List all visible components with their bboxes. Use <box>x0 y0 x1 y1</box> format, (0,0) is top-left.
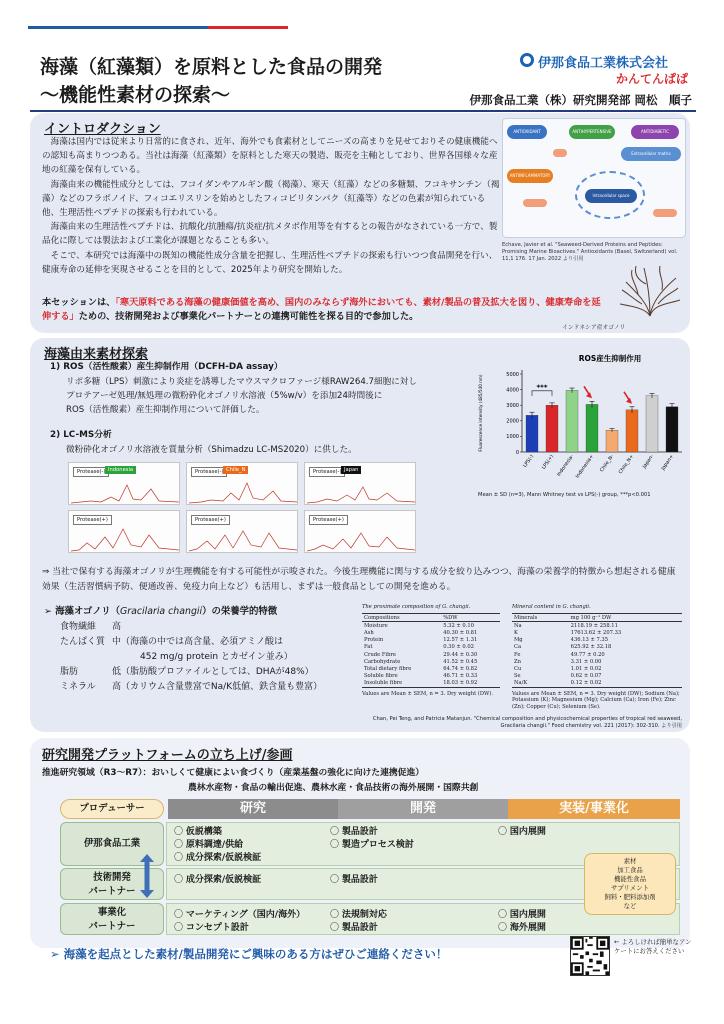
spectrum-label: Protease(+) <box>191 515 230 525</box>
spectrum-trace <box>71 523 179 553</box>
table-cell: 436.13 ± 7.35 <box>570 637 609 644</box>
bar <box>526 415 538 452</box>
bar <box>546 405 558 452</box>
nutrition-row <box>60 665 322 680</box>
rnd-item: 〇 国内展開 <box>498 907 546 920</box>
callout-line: 加工食品 <box>617 866 643 874</box>
table-cell: Protein <box>364 637 384 644</box>
table-row <box>362 622 500 630</box>
peptide-icon <box>523 199 547 207</box>
significance-marker: *** <box>536 383 548 392</box>
table-cell: Crude Fibre <box>364 651 396 658</box>
y-tick-label: 5000 <box>506 371 519 378</box>
table-cell: 12.57 ± 1.31 <box>443 637 478 644</box>
table-cell: 0.62 ± 0.07 <box>570 673 602 680</box>
ros-body: ROS（活性酸素）産生抑制作用について評価した。 <box>66 405 265 415</box>
ros-title: 1) ROS（活性酸素）産生抑制作用（DCFH-DA assay） <box>50 362 283 372</box>
table-row <box>362 644 500 651</box>
table-cell: Ca <box>514 644 522 651</box>
ros-body: リポ多糖（LPS）刺激により炎症を誘導したマウスマクロファージ様RAW264.7細胞に対し <box>66 377 417 387</box>
nutrition-heading-prefix: ➢ 海藻オゴノリ（ <box>44 606 120 617</box>
session-statement <box>42 296 602 324</box>
table-cell: 5.32 ± 0.10 <box>443 622 474 629</box>
rnd-item: 〇 原料調達/供給 <box>174 837 243 850</box>
x-tick-label: Indonesia+ <box>575 454 596 480</box>
table-cell: 0.30 ± 0.02 <box>443 644 474 651</box>
bar <box>586 404 598 452</box>
table-cell: 18.03 ± 0.92 <box>443 680 478 687</box>
table-cell: 64.74 ± 0.82 <box>443 665 478 672</box>
rnd-item: 〇 製品設計 <box>330 872 378 885</box>
poster-subtitle: ～機能性素材の探索～ <box>40 84 231 106</box>
rnd-heading: 研究開発プラットフォームの立ち上げ/参画 <box>42 748 293 763</box>
callout-line: 素材 <box>623 857 637 865</box>
table-row <box>512 637 682 644</box>
rnd-item: 〇 成分探索/仮説検証 <box>174 850 261 863</box>
table-caption: The proximate composition of G. changii. <box>362 604 471 610</box>
nutrition-heading-suffix: ）の栄養学的特徴 <box>202 606 278 617</box>
table-footnote: Values are Mean ± SEM, n = 3. Dry weight (DW). <box>362 690 493 697</box>
spectrum-label: Protease(+) <box>309 515 348 525</box>
ros-body: プロテアーゼ処理/無処理の微粉砕化オゴノリ水溶液（5%w/v）を添加24時間後に <box>66 391 383 401</box>
nutrition-heading <box>44 603 277 617</box>
table-row <box>512 665 682 672</box>
spectrum-panel <box>304 462 416 505</box>
spectrum-trace <box>307 475 415 505</box>
x-tick-label: Chile_N+ <box>618 454 636 476</box>
spectrum-label: Protease(-) <box>191 467 227 477</box>
lcms-title: 2) LC-MS分析 <box>50 430 112 440</box>
table-cell: Carbohydrate <box>364 658 401 665</box>
table-cell: 41.52 ± 0.45 <box>443 658 478 665</box>
x-tick-label: Indonesia- <box>556 454 576 478</box>
table-header: Compositions <box>364 614 400 621</box>
peptide-figure <box>502 118 686 238</box>
table-row <box>512 651 682 658</box>
figure-label: ANTIHYPERTENSIVE <box>569 125 615 139</box>
bar <box>566 390 578 452</box>
poster-title: 海藻（紅藻類）を原料とした食品の開発 <box>40 56 383 78</box>
rnd-item: 〇 成分探索/仮説検証 <box>174 872 261 885</box>
table-cell: Fe <box>514 651 521 658</box>
table-cell: 1.01 ± 0.02 <box>570 665 602 672</box>
figure-label: ANTIINFLAMMATORY <box>507 169 553 183</box>
origin-tag: Japan <box>341 466 361 474</box>
table-caption: Mineral content in G. changii. <box>512 604 591 610</box>
rnd-item: 〇 製造プロセス検討 <box>330 837 414 850</box>
rnd-item: 〇 製品設計 <box>330 824 378 837</box>
table-header: mg 100 g⁻¹ DW <box>570 614 612 621</box>
table-row <box>362 673 500 680</box>
nutrition-row <box>60 620 322 635</box>
photo-caption: インドネシア産オゴノリ <box>562 325 626 331</box>
y-tick-label: 1000 <box>506 434 519 441</box>
table-row <box>362 651 500 658</box>
phase-development: 開発 <box>338 799 508 819</box>
nutrition-list <box>60 620 322 695</box>
nutrition-value: 高 <box>112 622 122 632</box>
table-row <box>362 665 500 672</box>
table-header: %DW <box>443 614 458 621</box>
table-header: Minerals <box>514 614 538 621</box>
table-cell: 17613.62 ± 207.33 <box>570 629 622 636</box>
bar <box>666 407 678 452</box>
rnd-area: 農林水産物・食品の輸出促進、農林水産・食品技術の海外展開・国際共創 <box>188 783 479 793</box>
table-cell: Fat <box>364 644 373 651</box>
significance-bracket <box>532 391 552 396</box>
reference-citation: Chan, Pei Teng, and Patricia Matanjun. "Chemical composition and physicochemical properties of tropical red seaweed, Gracilaria changii." Food chemistry vol. 221 (2017): 302-310. より引用 <box>372 716 682 729</box>
row-label-ina: 伊那食品工業 <box>60 822 164 866</box>
y-tick-label: 4000 <box>506 387 519 394</box>
spectrum-label: Protease(-) <box>309 467 345 477</box>
rnd-item: 〇 法規制対応 <box>330 907 387 920</box>
figure-citation: Echave, Javier et al. "Seaweed-Derived Proteins and Peptides: Promising Marine Bioactives." Antioxidants (Basel, Switzerland) vol. 11,1 176. 17 Jan. 2022 より引用 <box>502 242 678 262</box>
spectrum-panel <box>68 462 180 505</box>
survey-note: ← よろしければ簡単なアンケートにお答えください <box>614 938 692 955</box>
figure-label: Extracellular matrix <box>621 147 681 161</box>
table-row <box>512 680 682 688</box>
spectrum-label: Protease(+) <box>73 515 112 525</box>
callout-line: 機能性食品 <box>614 875 646 883</box>
nutrition-label: 食物繊維 <box>60 622 97 632</box>
materials-heading: 海藻由来素材探索 <box>44 347 149 362</box>
spectrum-trace <box>189 475 297 505</box>
session-prefix: 本セッションは、 <box>42 297 116 308</box>
nutrition-row <box>60 680 322 695</box>
table-cell: 3.31 ± 0.00 <box>570 658 602 665</box>
table-cell: 0.12 ± 0.02 <box>570 680 602 687</box>
materials-conclusion: ⇒ 当社で保有する海藻オゴノリが生理機能を有する可能性が示唆された。今後生理機能に関与する成分を絞り込みつつ、海藻の栄養学的特徴から想起される健康効果（生活習慣病予防、便通改善、免疫力向上など）も活用し、まずは一般食品としての開発を進める。 <box>42 567 676 592</box>
intro-heading: イントロダクション <box>44 122 161 137</box>
producer-label: プロデューサー <box>60 799 164 819</box>
company-logo <box>520 52 700 86</box>
title-divider <box>30 110 696 112</box>
origin-tag: Chile_N <box>223 466 248 474</box>
table-row <box>362 637 500 644</box>
table-cell: 29.44 ± 0.30 <box>443 651 478 658</box>
session-suffix: ための、技術開発および事業化パートナーとの連携可能性を探る目的で参加した。 <box>78 311 419 322</box>
phase-research: 研究 <box>168 799 338 819</box>
table-cell: Mg <box>514 637 523 644</box>
session-highlight: 「寒天原料である海藻の健康価値を高め、国内のみならず海外においても、素材/製品の普及拡大を図り、健康寿命を延伸する」 <box>42 297 601 322</box>
brand-name: かんてんぱぱ <box>616 72 689 86</box>
spectrum-label: Protease(-) <box>73 467 109 477</box>
nutrition-row <box>60 635 322 650</box>
chart-title: ROS産生抑制作用 <box>578 354 642 363</box>
callout-line: サプリメント <box>611 884 649 892</box>
intro-paragraph: 海藻由来の機能性成分としては、フコイダンやアルギン酸（褐藻）、寒天（紅藻）などの多糖類、フコキサンチン（褐藻）などのフラボノイド、フィコエリスリンを始めとしたフィコビリタンパク（紅藻等）などの色素が知られている他、生理活性ペプチドの探索も行われている。 <box>42 179 500 219</box>
rnd-item: 〇 仮説構築 <box>174 824 222 837</box>
rnd-item: 〇 マーケティング（国内/海外） <box>174 907 305 920</box>
author-affiliation: 伊那食品工業（株）研究開発部 岡松 順子 <box>469 93 692 107</box>
table-row <box>512 622 682 630</box>
origin-tag: Indonesia <box>105 466 136 474</box>
callout-line: など <box>623 902 637 910</box>
x-tick-label: Japan- <box>642 454 656 470</box>
row-label-biz: 事業化 パートナー <box>60 903 164 935</box>
table-row <box>362 680 500 688</box>
table-cell: 40.30 ± 0.81 <box>443 629 478 636</box>
table-row <box>512 673 682 680</box>
intro-text <box>42 135 500 277</box>
y-tick-label: 2000 <box>506 418 519 425</box>
intro-paragraph: 海藻は国内では従来より日常的に食され、近年、海外でも食素材としてニーズの高まりを見せておりその健康機能への認知も高まりつつある。当社は海藻（紅藻類）を原料とした寒天の製造、販売を主軸としており、世界各国様々な産地の紅藻を保有している。 <box>42 137 498 176</box>
table-row <box>362 658 500 665</box>
phase-implementation: 実装/事業化 <box>508 799 680 819</box>
table-cell: Cu <box>514 665 522 672</box>
lcms-spectra <box>68 462 488 554</box>
spectrum-trace <box>307 523 415 553</box>
bar <box>646 396 658 452</box>
mineral-table <box>512 604 682 710</box>
table-row <box>512 629 682 636</box>
nutrition-value: 高（カリウム含量豊富でNa/K低値、鉄含量も豊富） <box>112 682 323 692</box>
row-label-tech: 技術開発 パートナー <box>60 868 164 900</box>
table-cell: Soluble fibre <box>364 673 398 680</box>
product-callout <box>584 853 676 915</box>
nutrition-value: 452 mg/g protein とカゼイン並み） <box>140 652 293 662</box>
rnd-item: 〇 海外展開 <box>498 920 546 933</box>
nutrition-value: 中（海藻の中では高含量、必須アミノ酸は <box>112 637 284 647</box>
y-tick-label: 0 <box>515 449 519 456</box>
species-name: Gracilaria changii <box>120 606 203 617</box>
proximate-table <box>362 604 500 697</box>
nutrition-label: たんぱく質 <box>60 637 106 647</box>
logo-mark-icon <box>520 53 534 67</box>
spectrum-trace <box>71 475 179 505</box>
seaweed-photo-icon <box>618 264 682 318</box>
spectrum-panel <box>304 510 416 553</box>
table-cell: Na/K <box>514 680 528 687</box>
contact-cta[interactable]: ➢ 海藻を起点とした素材/製品開発にご興味のある方はぜひご連絡ください！ <box>50 947 448 961</box>
table-cell: 625.92 ± 32.18 <box>570 644 612 651</box>
nutrition-value: 低（脂肪酸プロファイルとしては、DHAが48%） <box>112 667 314 677</box>
spectrum-panel <box>68 510 180 553</box>
intro-paragraph: そこで、本研究では海藻中の既知の機能性成分含量を把握し、生理活性ペプチドの探索も行いつつ食品開発を行い、健康寿命の延伸を実現させることを目的として、2025年より研究を開始した。 <box>42 250 498 275</box>
peptide-icon <box>553 149 567 157</box>
table-cell: Na <box>514 622 522 629</box>
table-cell: Total dietary fibre <box>364 665 412 672</box>
x-tick-label: Chile_N- <box>599 454 616 474</box>
table-cell: 2118.19 ± 258.11 <box>570 622 618 629</box>
rnd-item: 〇 製品設計 <box>330 920 378 933</box>
spectrum-trace <box>189 523 297 553</box>
rnd-area: 推進研究領域（R3～R7）：おいしくて健康によい食づくり（産業基盤の強化に向けた連携促進） <box>42 768 425 778</box>
peptide-icon <box>653 209 677 217</box>
y-axis-label: Fluorescence intensity (485/540 nm) <box>478 374 483 452</box>
figure-label: Intracellular space <box>585 189 637 203</box>
spectrum-panel <box>186 510 298 553</box>
table-cell: Se <box>514 673 521 680</box>
y-tick-label: 3000 <box>506 403 519 409</box>
x-tick-label: LPS(+) <box>541 454 556 471</box>
bar <box>626 410 638 452</box>
nutrition-label: 脂肪 <box>60 667 79 677</box>
table-cell: 46.71 ± 0.33 <box>443 673 478 680</box>
table-footnote: Values are Mean ± SEM, n = 3. Dry weight (DW); Sodium (Na); Potassium (K); Magnesium (Mg); Calcium (Ca); Iron (Fe); Zinc (Zn); Copper (Cu); Selenium (Se). <box>512 690 680 710</box>
bidirectional-arrow-icon <box>140 854 154 898</box>
x-tick-label: Japan+ <box>661 454 676 472</box>
rnd-item: 〇 国内展開 <box>498 824 546 837</box>
table-row <box>512 644 682 651</box>
table-cell: K <box>514 629 518 636</box>
header-rule <box>28 26 698 32</box>
chart-note: Mean ± SD (n=3), Mann Whitney test vs LPS(-) group, ***p<0.001 <box>478 492 651 498</box>
table-row <box>362 629 500 636</box>
x-tick-label: LPS(-) <box>522 454 536 469</box>
intro-paragraph: 海藻由来の生理活性ペプチドは、抗酸化/抗腫瘍/抗炎症/抗メタボ作用等を有するとの報告がなされている一方で、製品化に際しては製法および工業化が課題となることも多い。 <box>42 222 498 247</box>
table-cell: Ash <box>364 629 374 636</box>
table-cell: Zn <box>514 658 521 665</box>
qr-code-icon[interactable] <box>570 936 610 976</box>
ros-bar-chart <box>470 352 690 502</box>
rnd-item: 〇 コンセプト設計 <box>174 920 249 933</box>
table-cell: Moisture <box>364 622 388 629</box>
figure-label: ANTIDIABETIC <box>631 125 679 139</box>
company-name: 伊那食品工業株式会社 <box>538 56 669 71</box>
callout-line: 飼料・肥料添加剤 <box>604 893 656 901</box>
nutrition-label: ミネラル <box>60 682 96 692</box>
figure-label: ANTIOXIDANT <box>507 125 547 139</box>
table-cell: Insoluble fibre <box>364 680 403 687</box>
nutrition-row <box>60 650 322 665</box>
bar <box>606 430 618 452</box>
table-cell: 49.77 ± 0.20 <box>570 651 605 658</box>
table-row <box>512 658 682 665</box>
lcms-body: 微粉砕化オゴノリ水溶液を質量分析（Shimadzu LC-MS2020）に供した。 <box>66 445 357 455</box>
spectrum-panel <box>186 462 298 505</box>
